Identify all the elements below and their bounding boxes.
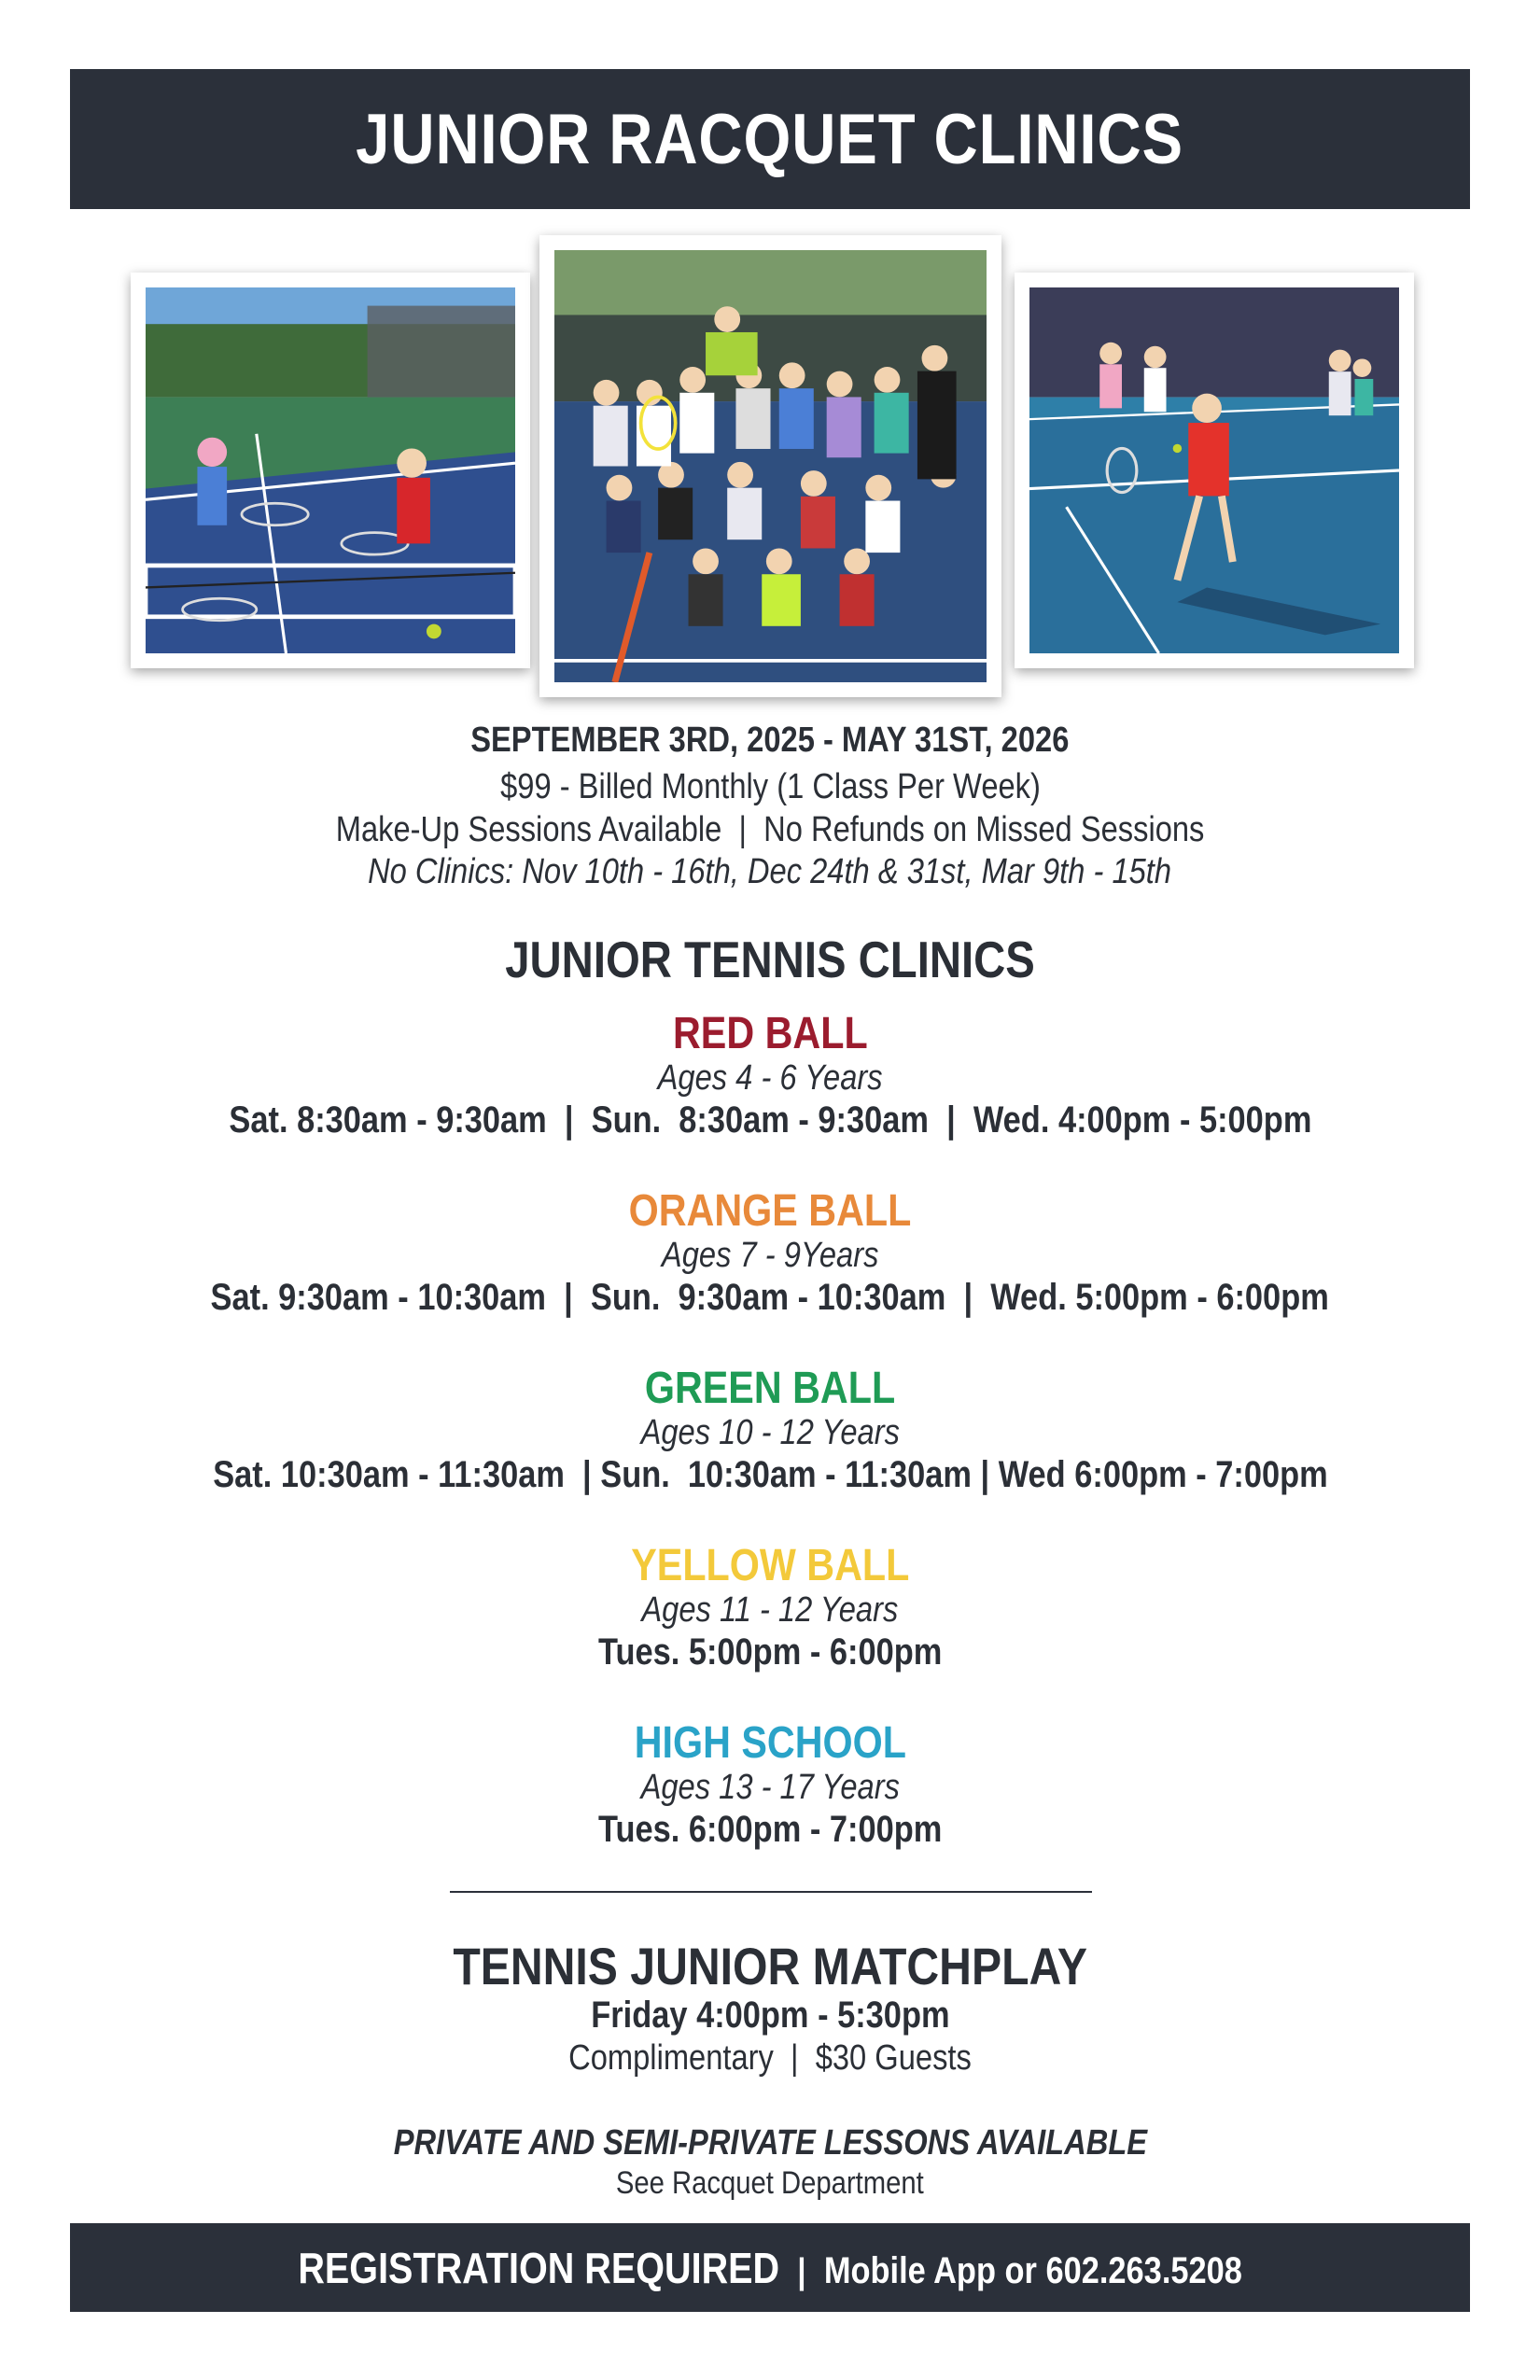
clinic-ages: Ages 11 - 12 Years bbox=[641, 1590, 899, 1630]
clinic-times: Tues. 6:00pm - 7:00pm bbox=[597, 1809, 943, 1850]
clinic-ages: Ages 10 - 12 Years bbox=[640, 1413, 900, 1452]
divider bbox=[450, 1891, 1092, 1893]
clinic-ages: Ages 7 - 9Years bbox=[661, 1236, 879, 1275]
clinic-times: Sat. 8:30am - 9:30am | Sun. 8:30am - 9:30am | Wed. 4:00pm - 5:00pm bbox=[228, 1099, 1311, 1141]
registration-banner bbox=[70, 2223, 1470, 2312]
clinic-name: YELLOW BALL bbox=[630, 1541, 910, 1590]
separator: | bbox=[797, 2251, 806, 2291]
private-lessons-note: See Racquet Department bbox=[616, 2165, 924, 2201]
page-title: JUNIOR RACQUET CLINICS bbox=[356, 99, 1184, 179]
contact-text[interactable]: Mobile App or 602.263.5208 bbox=[823, 2249, 1242, 2291]
section-title: JUNIOR TENNIS CLINICS bbox=[505, 931, 1035, 988]
title-banner bbox=[70, 69, 1470, 209]
clinic-ages: Ages 13 - 17 Years bbox=[640, 1768, 900, 1807]
clinic-ages: Ages 4 - 6 Years bbox=[657, 1058, 883, 1098]
registration-text: REGISTRATION REQUIRED bbox=[298, 2243, 779, 2292]
clinic-times: Tues. 5:00pm - 6:00pm bbox=[597, 1631, 943, 1673]
kids-tennis-court-photo bbox=[131, 273, 530, 668]
matchplay-title: TENNIS JUNIOR MATCHPLAY bbox=[453, 1937, 1087, 1995]
clinic-name: GREEN BALL bbox=[644, 1364, 896, 1413]
no-clinic-dates: No Clinics: Nov 10th - 16th, Dec 24th & 31st, Mar 9th - 15th bbox=[368, 852, 1172, 891]
clinic-name: RED BALL bbox=[672, 1009, 868, 1058]
season-dates: SEPTEMBER 3RD, 2025 - MAY 31ST, 2026 bbox=[470, 721, 1070, 760]
girl-tennis-photo bbox=[1015, 273, 1414, 668]
clinic-name: ORANGE BALL bbox=[628, 1186, 912, 1236]
group-photo bbox=[539, 235, 1001, 697]
matchplay-time: Friday 4:00pm - 5:30pm bbox=[590, 1995, 950, 2036]
clinic-times: Sat. 9:30am - 10:30am | Sun. 9:30am - 10:30am | Wed. 5:00pm - 6:00pm bbox=[210, 1277, 1330, 1318]
matchplay-price: Complimentary | $30 Guests bbox=[568, 2038, 972, 2078]
clinic-name: HIGH SCHOOL bbox=[634, 1718, 906, 1768]
price-text: $99 - Billed Monthly (1 Class Per Week) bbox=[499, 767, 1041, 806]
clinic-times: Sat. 10:30am - 11:30am | Sun. 10:30am - 11:30am | Wed 6:00pm - 7:00pm bbox=[212, 1454, 1328, 1495]
private-lessons-title: PRIVATE AND SEMI-PRIVATE LESSONS AVAILABLE bbox=[393, 2123, 1147, 2163]
makeup-policy: Make-Up Sessions Available | No Refunds on Missed Sessions bbox=[335, 810, 1205, 849]
